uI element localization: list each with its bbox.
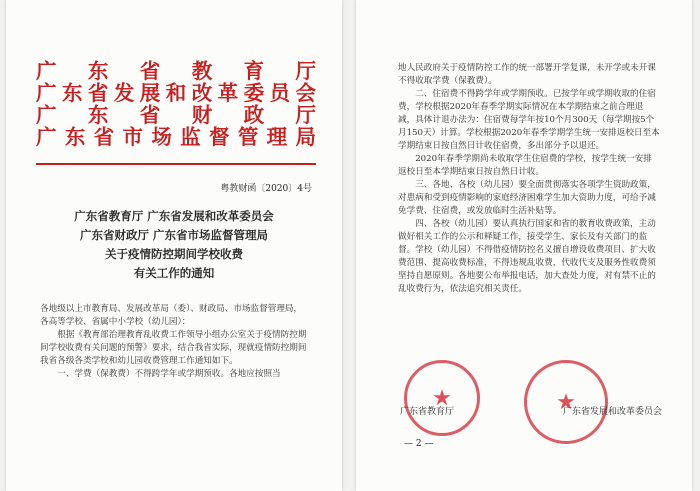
title-line-1: 广东省教育厅 广东省发展和改革委员会 bbox=[74, 209, 274, 223]
signature-right: 广东省发展和改革委员会 bbox=[562, 407, 662, 417]
title-line-4: 有关工作的通知 bbox=[133, 266, 215, 280]
body-text-page-1 bbox=[40, 303, 310, 381]
body-paragraph: 一、学费（保教费）不得跨学年或学期预收。各地应按照当 bbox=[57, 369, 281, 379]
official-seal-icon: ★ bbox=[404, 360, 480, 436]
header-line-2: 广东省发展和改革委员会 bbox=[36, 81, 316, 105]
body-paragraph: 根据《教育部治理教育乱收费工作领导小组办公室关于疫情防控期间学校收费有关问题的预警》要求，结合我省实际，现就疫情防控期间我省各级各类学校和幼儿园收费管理工作通知如下。 bbox=[40, 330, 307, 366]
header-line-3: 广东省财政厅 bbox=[36, 103, 316, 127]
body-paragraph: 地人民政府关于疫情防控工作的统一部署开学复课，未开学或未开课不得收取学费（保教费）。 bbox=[398, 63, 656, 86]
document-page-2 bbox=[356, 0, 692, 491]
header-line-4: 广东省市场监督管理局 bbox=[36, 125, 316, 149]
body-paragraph: 二、住宿费不得跨学年或学期预收。已按学年或学期收取的住宿费，学校根据2020年春季学期实际情况在本学期结束之前合理退减，具体计退办法为：住宿费每学年按10个月300天（每学期按5个月150天）计算。学校根据2020年春季学期学生统一安排返校日至本学期结束日按自然日计收住宿费，多出部分予以退还。 bbox=[398, 89, 660, 151]
document-number: 粤教财函〔2020〕4号 bbox=[220, 184, 312, 194]
red-header bbox=[36, 60, 316, 148]
body-paragraph: 2020年春季学期尚未收取学生住宿费的学校，按学生统一安排返校日至本学期结束日按自然日计收。 bbox=[398, 154, 652, 177]
signature-left: 广东省教育厅 bbox=[400, 407, 455, 417]
title-line-3: 关于疫情防控期间学校收费 bbox=[105, 247, 243, 261]
red-divider bbox=[36, 163, 316, 165]
official-seal-icon: ★ bbox=[524, 360, 608, 444]
document-title bbox=[6, 207, 342, 283]
page-number: — 2 — bbox=[404, 439, 434, 449]
document-page-1 bbox=[6, 0, 342, 491]
signatures bbox=[400, 404, 662, 417]
body-paragraph: 三、各地、各校（幼儿园）要全面贯彻落实各项学生资助政策，对患病和受到疫情影响的家庭经济困难学生加大资助力度，可给予减免学费、住宿费，或发放临时生活补贴等。 bbox=[398, 180, 656, 216]
body-paragraph: 四、各校（幼儿园）要认真执行国家和省的教育收费政策，主动做好相关工作的公示和释疑工作，接受学生、家长及有关部门的监督。学校（幼儿园）不得借疫情防控名义擅自增设收费项目、扩大收费范围、提高收费标准，不得违规乱收费，代收代支及服务性收费须坚持自愿原则。各地要公布举报电话，加大查处力度，对有禁不止的乱收费行为，依法追究相关责任。 bbox=[398, 219, 656, 294]
body-text-page-2 bbox=[398, 62, 660, 296]
title-line-2: 广东省财政厅 广东省市场监督管理局 bbox=[79, 228, 268, 242]
addressee-paragraph: 各地级以上市教育局、发展改革局（委）、财政局、市场监督管理局，各高等学校、省属中小学校（幼儿园）： bbox=[40, 304, 303, 327]
header-line-1: 广东省教育厅 bbox=[36, 59, 316, 83]
